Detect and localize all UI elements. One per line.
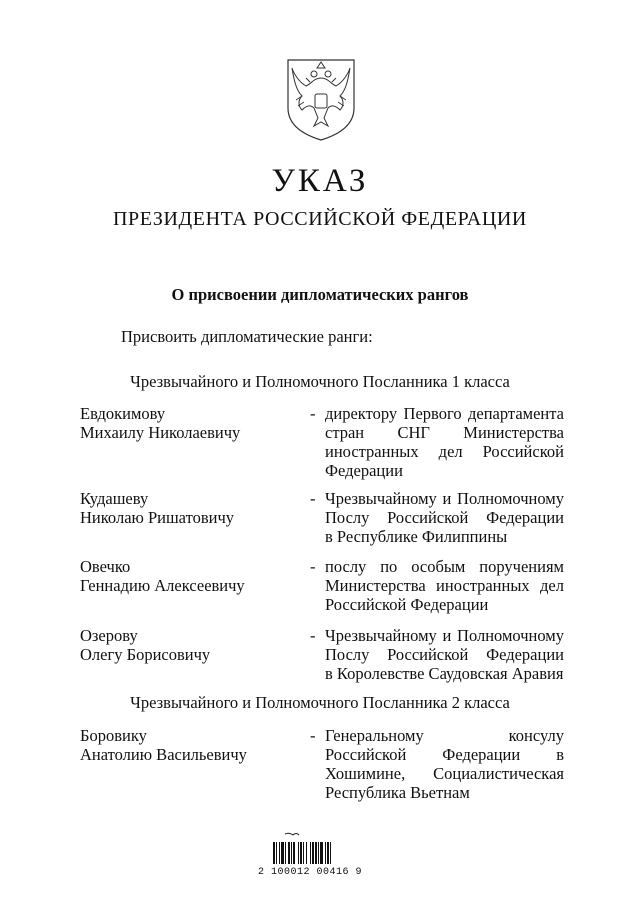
position-line: Генеральному консулу xyxy=(325,726,564,745)
position-text xyxy=(325,626,564,683)
section-title: Чрезвычайного и Полномочного Посланника 1 класса xyxy=(130,372,510,391)
person-name xyxy=(80,404,290,442)
dash: - xyxy=(310,489,316,508)
intro-text: Присвоить дипломатические ранги: xyxy=(121,327,373,346)
dash: - xyxy=(310,404,316,423)
name-line: Николаю Ришатовичу xyxy=(80,508,234,527)
document-subtitle: ПРЕЗИДЕНТА РОССИЙСКОЙ ФЕДЕРАЦИИ xyxy=(113,208,527,230)
barcode-number: 2 100012 00416 9 xyxy=(258,867,363,878)
decree-heading: О присвоении дипломатических рангов xyxy=(171,285,469,304)
dash: - xyxy=(310,557,316,576)
position-line: в Республике Филиппины xyxy=(325,527,508,546)
name-line: Боровику xyxy=(80,726,147,745)
name-line: Олегу Борисовичу xyxy=(80,645,211,664)
position-line: Чрезвычайному и Полномочному xyxy=(325,626,564,645)
position-line: стран СНГ Министерства xyxy=(325,423,564,442)
person-name xyxy=(80,626,290,664)
position-line: иностранных дел Российской xyxy=(325,442,564,461)
document-title: УКАЗ xyxy=(271,163,369,199)
position-line: в Королевстве Саудовская Аравия xyxy=(325,664,564,683)
position-line: Хошимине, Социалистическая xyxy=(325,764,564,783)
position-line: Российской Федерации в xyxy=(325,745,564,764)
person-name xyxy=(80,489,290,527)
position-text xyxy=(325,726,564,802)
coat-of-arms-emblem xyxy=(284,56,358,142)
position-text xyxy=(325,557,564,614)
name-line: Михаилу Николаевичу xyxy=(80,423,241,442)
name-line: Кудашеву xyxy=(80,489,149,508)
dash: - xyxy=(310,626,316,645)
name-line: Озерову xyxy=(80,626,138,645)
name-line: Анатолию Васильевичу xyxy=(80,745,247,764)
name-line: Евдокимову xyxy=(80,404,166,423)
position-text xyxy=(325,489,564,546)
name-line: Геннадию Алексеевичу xyxy=(80,576,245,595)
dash: - xyxy=(310,726,316,745)
person-name xyxy=(80,726,290,764)
position-line: Послу Российской Федерации xyxy=(325,645,564,664)
position-line: Российской Федерации xyxy=(325,595,489,614)
position-line: директору Первого департамента xyxy=(325,404,564,423)
position-line: Министерства иностранных дел xyxy=(325,576,564,595)
position-line: послу по особым поручениям xyxy=(325,557,564,576)
name-line: Овечко xyxy=(80,557,131,576)
position-line: Чрезвычайному и Полномочному xyxy=(325,489,564,508)
position-line: Республика Вьетнам xyxy=(325,783,470,802)
position-line: Федерации xyxy=(325,461,403,480)
section-title: Чрезвычайного и Полномочного Посланника 2 класса xyxy=(130,693,510,712)
position-line: Послу Российской Федерации xyxy=(325,508,564,527)
barcode xyxy=(271,832,357,872)
person-name xyxy=(80,557,290,595)
position-text xyxy=(325,404,564,480)
